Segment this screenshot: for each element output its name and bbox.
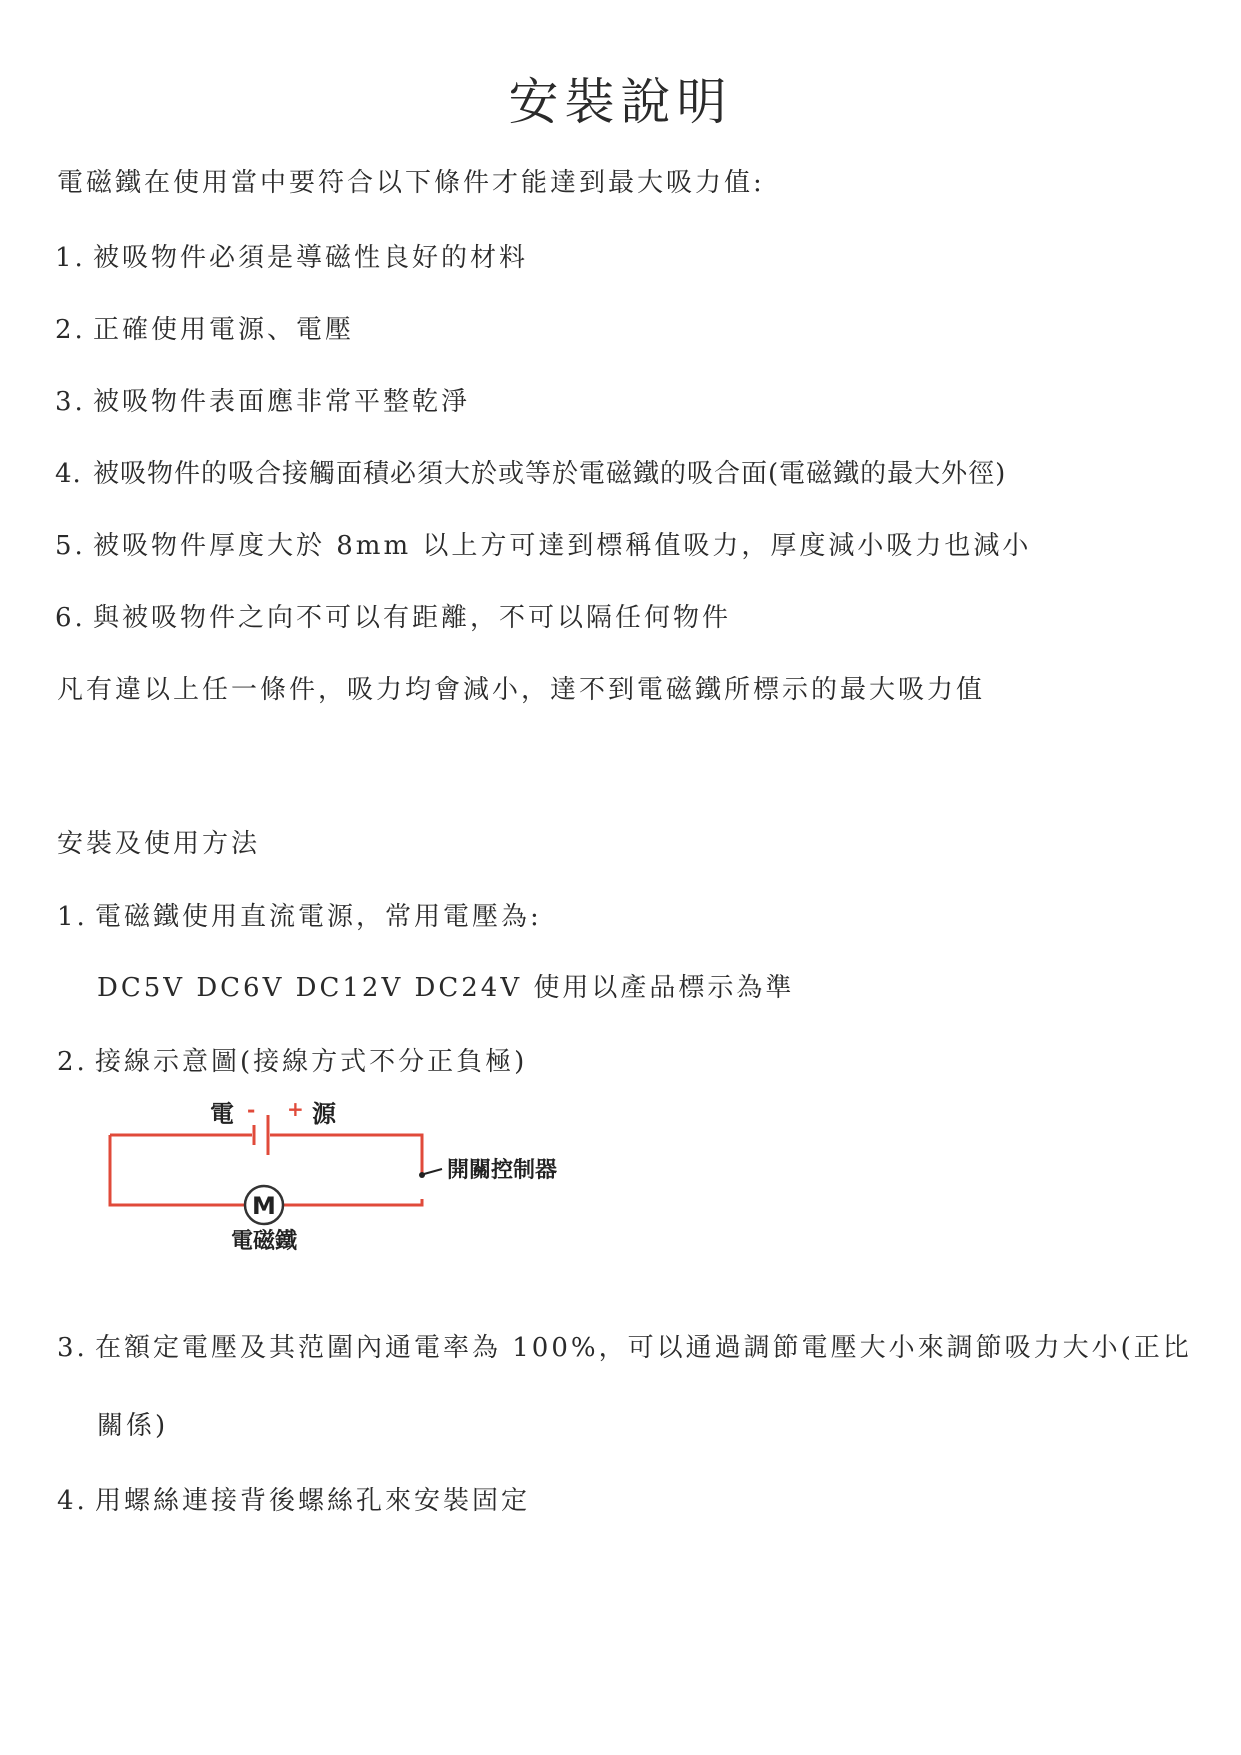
condition-item-1 — [55, 237, 528, 274]
minus-sign: - — [247, 1098, 256, 1122]
condition-number: 3. — [55, 387, 86, 417]
motor-symbol-letter: M — [252, 1192, 276, 1220]
condition-number: 1. — [55, 243, 86, 273]
step-text: 電磁鐵使用直流電源，常用電壓為: — [95, 902, 542, 932]
step-text: 用螺絲連接背後螺絲孔來安裝固定 — [95, 1486, 531, 1516]
switch-contact — [419, 1172, 425, 1178]
summary-text: 凡有違以上任一條件，吸力均會減小，達不到電磁鐵所標示的最大吸力值 — [57, 675, 986, 705]
step-number: 2. — [57, 1047, 88, 1077]
condition-item-2 — [55, 309, 354, 346]
wiring-diagram — [100, 1095, 620, 1255]
condition-item-5 — [55, 525, 1031, 562]
switch-lever — [424, 1169, 442, 1174]
step-number: 3. — [57, 1333, 88, 1363]
power-label-right: 源 — [312, 1100, 336, 1128]
condition-text: 與被吸物件之向不可以有距離，不可以隔任何物件 — [93, 603, 732, 633]
step-text: 接線示意圖(接線方式不分正負極) — [95, 1047, 528, 1077]
condition-text: 被吸物件表面應非常平整乾淨 — [93, 387, 471, 417]
condition-text: 被吸物件必須是導磁性良好的材料 — [93, 243, 529, 273]
condition-text: 正確使用電源、電壓 — [93, 315, 355, 345]
step-number: 4. — [57, 1486, 88, 1516]
step-1-detail: DC5V DC6V DC12V DC24V 使用以產品標示為準 — [97, 973, 795, 1003]
condition-number: 5. — [55, 531, 86, 561]
step-number: 1. — [57, 902, 88, 932]
power-label-left: 電 — [210, 1100, 234, 1128]
intro-text: 電磁鐵在使用當中要符合以下條件才能達到最大吸力值: — [57, 168, 765, 198]
step-2 — [57, 1041, 527, 1078]
condition-number: 4. — [55, 459, 82, 489]
condition-item-4 — [55, 453, 1006, 490]
electromagnet-label: 電磁鐵 — [230, 1229, 298, 1254]
step-1 — [57, 896, 542, 933]
condition-number: 6. — [55, 603, 86, 633]
step-4 — [57, 1480, 530, 1517]
page-title: 安裝說明 — [508, 73, 733, 131]
condition-number: 2. — [55, 315, 86, 345]
circuit-wire — [110, 1135, 422, 1173]
condition-item-6 — [55, 597, 731, 634]
step-3-continued: 關係) — [97, 1411, 169, 1441]
step-text: 在額定電壓及其范圍內通電率為 100%，可以通過調節電壓大小來調節吸力大小(正比 — [95, 1333, 1192, 1363]
step-3 — [57, 1327, 1192, 1364]
method-heading: 安裝及使用方法 — [57, 829, 261, 859]
condition-item-3 — [55, 381, 470, 418]
switch-controller-label: 開關控制器 — [447, 1158, 558, 1183]
condition-text: 被吸物件的吸合接觸面積必須大於或等於電磁鐵的吸合面(電磁鐵的最大外徑) — [93, 459, 1007, 489]
condition-text: 被吸物件厚度大於 8mm 以上方可達到標稱值吸力，厚度減小吸力也減小 — [93, 531, 1032, 561]
plus-sign: + — [287, 1097, 304, 1121]
